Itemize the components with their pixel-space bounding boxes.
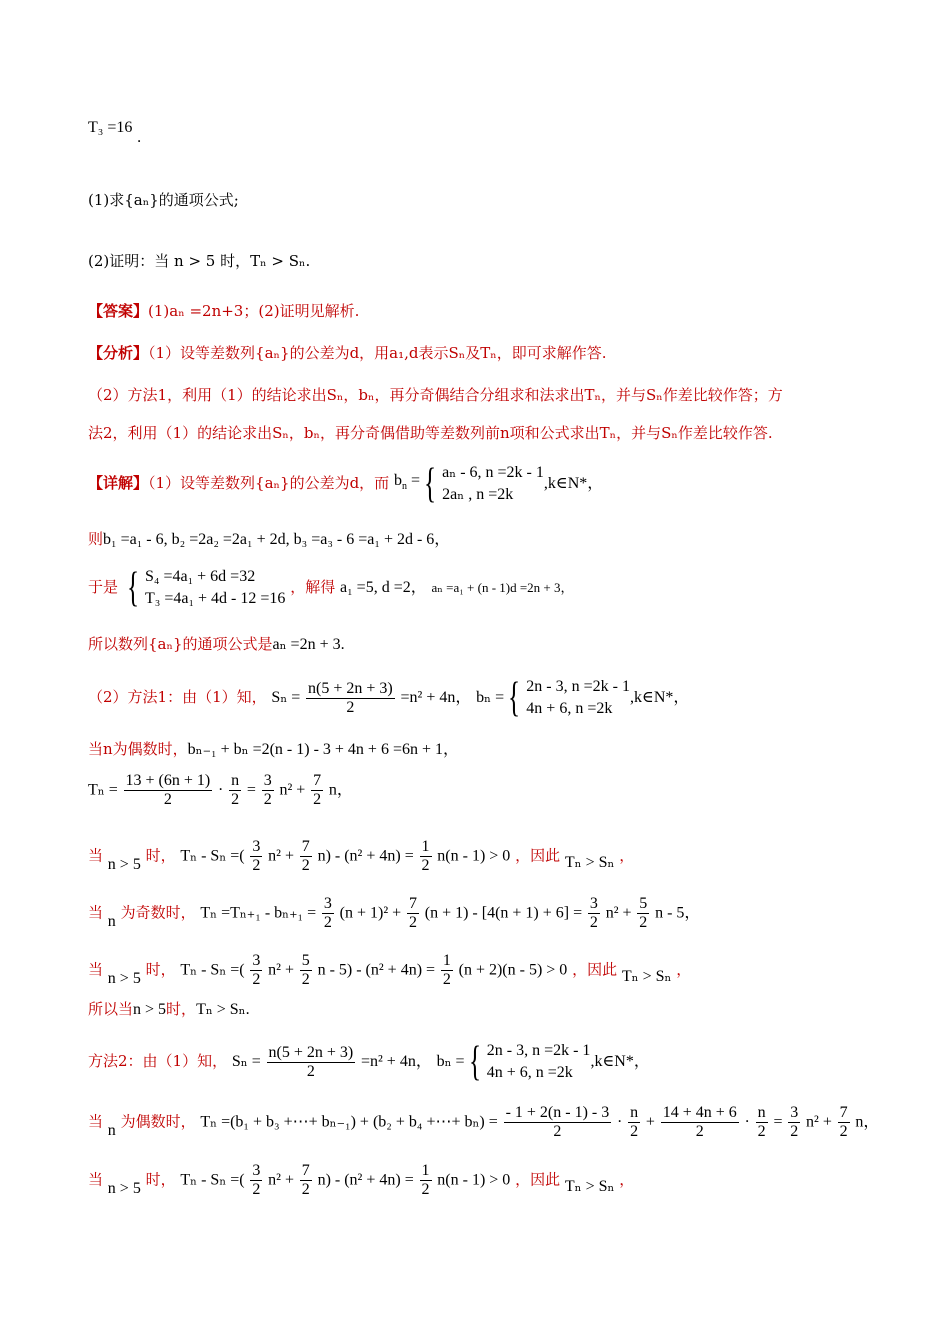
- left-brace-icon: {: [508, 675, 521, 721]
- question-2: [88, 250, 890, 272]
- then-line: [88, 528, 890, 551]
- question-2-text: (2)证明：当 n > 5 时，Tₙ > Sₙ.: [88, 252, 311, 270]
- solve-math: a₁ =5, d =2，: [339, 579, 427, 596]
- detail-line: [88, 462, 890, 506]
- method-2-even-line: 当 n 为偶数时， Tₙ =(b₁ + b₃ +⋯+ bₙ₋₁) + (b₂ + b₄ +⋯+ bₙ) = $\frac{- 1 + 2(n - 1) - 3}{2}$ · $\frac{n}{2}$ + $\frac{14 + 4n + 6}{2}$ · $\frac{n}{2}$ = $\frac{3}{2}$ n² + $\frac{7}{2}$ n，: [88, 1104, 880, 1140]
- tn-formula-line: Tₙ = $\frac{13 + (6n + 1)}{2}$ · $\frac{n}{2}$ = $\frac{3}{2}$ n² + $\frac{7}{2}$ n，: [88, 772, 353, 808]
- even-case-line: [88, 738, 890, 761]
- conclusion-1: [88, 633, 890, 656]
- question-1-text: (1)求{aₙ}的通项公式;: [88, 191, 239, 209]
- solve-label: ，解得: [290, 578, 336, 596]
- sn-lhs: Sₙ =: [271, 689, 301, 706]
- an-formula: aₙ =a₁ + (n - 1)d =2n + 3，: [431, 580, 574, 595]
- detail-tag: 【详解】: [88, 474, 149, 492]
- analysis-text: （1）设等差数列{aₙ}的公差为d，用a₁,d表示Sₙ及Tₙ，即可求解作答.: [148, 344, 607, 362]
- method-line-1: [88, 384, 890, 406]
- method-1-label: （2）方法1：由（1）知，: [88, 688, 267, 706]
- then-label: 则: [88, 530, 104, 548]
- bn-definition: $b_n$ = { aₙ - 6, n =2k - 1 2aₙ , n =2k ,k∈N*，: [393, 461, 604, 507]
- t3-value: T₃ =16: [88, 119, 133, 136]
- system-line: [88, 566, 890, 610]
- system-row-2: T₃ =4a₁ + 4d - 12 =16: [144, 590, 286, 607]
- system-row-1: S₄ =4a₁ + 6d =32: [144, 568, 256, 585]
- line-t3: [88, 116, 890, 146]
- left-brace-icon: {: [424, 461, 437, 507]
- bn2-row-1: 2n - 3, n =2k - 1: [526, 678, 630, 695]
- then-math: b₁ =a₁ - 6, b₂ =2a₂ =2a₁ + 2d, b₃ =a₃ - 6 =a₁ + 2d - 6，: [103, 531, 451, 548]
- method-2-difference-line: 当 n > 5 时， Tₙ - Sₙ =( $\frac{3}{2}$ n² + $\frac{7}{2}$ n) - (n² + 4n) = $\frac{1}{2}$ n(n - 1) > 0 ，因此 Tₙ > Sₙ ，: [88, 1162, 635, 1198]
- left-brace-icon: {: [126, 565, 139, 611]
- analysis-tag: 【分析】: [88, 344, 149, 362]
- odd-case-line: 当 n 为奇数时， Tₙ =Tₙ₊₁ - bₙ₊₁ = $\frac{3}{2}$ (n + 1)² + $\frac{7}{2}$ (n + 1) - [4(n + 1) + 6] = $\frac{3}{2}$ n² + $\frac{5}{2}$ n - 5，: [88, 895, 701, 931]
- answer-tag: 【答案】: [88, 302, 149, 320]
- question-1: [88, 189, 890, 211]
- sn-rhs: =n² + 4n，: [400, 689, 472, 706]
- bn2-row-2: 4n + 6, n =2k: [526, 700, 613, 717]
- method-line-1-text: （2）方法1，利用（1）的结论求出Sₙ，bₙ，再分奇偶结合分组求和法求出Tₙ，并与Sₙ作差比较作答；方: [88, 386, 783, 404]
- bn-def-row-1: aₙ - 6, n =2k - 1: [442, 464, 544, 481]
- method-line-2-text: 法2，利用（1）的结论求出Sₙ，bₙ，再分奇偶借助等差数列前n项和公式求出Tₙ，并与Sₙ作差比较作答.: [88, 424, 773, 442]
- final-conclusion-1: 所以当n > 5时，Tₙ > Sₙ.: [88, 1000, 250, 1018]
- even-label: 当n为偶数时，: [88, 740, 188, 758]
- so-label: 于是: [88, 578, 119, 596]
- bn-def-tail: ,k∈N*，: [543, 475, 604, 492]
- difference-2-line: 当 n > 5 时， Tₙ - Sₙ =( $\frac{3}{2}$ n² + $\frac{5}{2}$ n - 5) - (n² + 4n) = $\frac{1}{2}$ (n + 2)(n - 5) > 0 ，因此 Tₙ > Sₙ ，: [88, 952, 692, 988]
- conclusion-1-math: aₙ =2n + 3.: [272, 636, 345, 653]
- bn-def-row-2: 2aₙ , n =2k: [442, 486, 514, 503]
- even-math: bₙ₋₁ + bₙ =2(n - 1) - 3 + 4n + 6 =6n + 1，: [187, 741, 459, 758]
- method-1-line: [88, 676, 890, 720]
- answer-text: (1)aₙ =2n+3；(2)证明见解析.: [148, 302, 360, 320]
- method-line-2: [88, 422, 890, 444]
- left-brace-icon: {: [468, 1039, 481, 1085]
- method-2-line: 方法2：由（1）知， Sₙ = $\frac{n(5 + 2n + 3)}{2}$ =n² + 4n， bₙ = { 2n - 3, n =2k - 1 4n + 6, n =2k ,k∈N*，: [88, 1039, 650, 1085]
- t3-period: .: [137, 129, 142, 146]
- equation-system: [123, 566, 286, 610]
- detail-text: （1）设等差数列{aₙ}的公差为d，而: [148, 474, 390, 492]
- analysis-line: [88, 342, 890, 364]
- sn-fraction: $\frac{n(5 + 2n + 3)}{2}$: [308, 679, 393, 716]
- bn-definition-2: bₙ = { 2n - 3, n =2k - 1 4n + 6, n =2k ,k∈N*，: [476, 675, 690, 721]
- difference-1-line: 当 n > 5 时， Tₙ - Sₙ =( $\frac{3}{2}$ n² + $\frac{7}{2}$ n) - (n² + 4n) = $\frac{1}{2}$ n(n - 1) > 0 ，因此 Tₙ > Sₙ ，: [88, 838, 635, 874]
- answer-line: [88, 300, 890, 322]
- conclusion-1-label: 所以数列{aₙ}的通项公式是: [88, 635, 273, 653]
